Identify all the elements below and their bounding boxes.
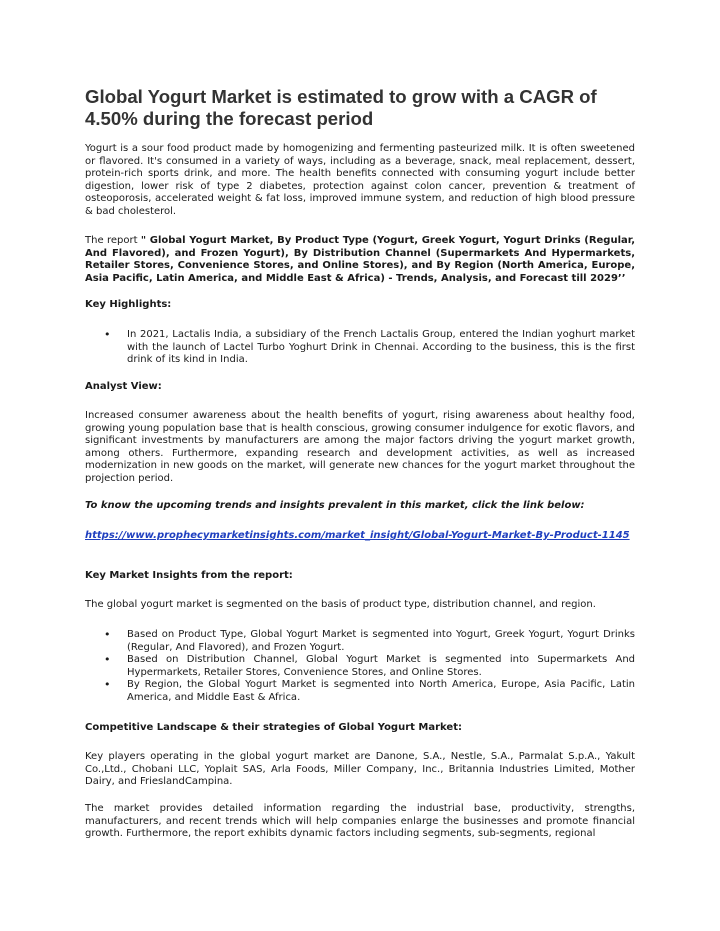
report-name: " Global Yogurt Market, By Product Type (Yogurt, Greek Yogurt, Yogurt Drinks (Regular, And Flavored), and Frozen Yogurt), By Distribution Channel (Supermarkets And Hypermarkets, Retailer Stores, Convenience Stores, and Online Stores), and By Region (North America, Europe, Asia Pacific, Latin America, and Middle East & Africa) - Trends, Analysis, and Forecast till 2029’’ [85,235,636,284]
highlights-list [85,329,635,367]
cta-text: To know the upcoming trends and insights prevalent in this market, click the link below: [85,500,585,511]
analyst-view-heading: Analyst View: [85,381,162,392]
competitive-heading: Competitive Landscape & their strategies of Global Yogurt Market: [85,722,462,733]
insights-paragraph: The global yogurt market is segmented on the basis of product type, distribution channel, and region. [85,599,596,610]
page-title: Global Yogurt Market is estimated to grow with a CAGR of 4.50% during the forecast period [85,86,597,129]
list-item: • Based on Product Type, Global Yogurt Market is segmented into Yogurt, Greek Yogurt, Yogurt Drinks (Regular, And Flavored), and Frozen Yogurt. [85,629,635,654]
analyst-view-paragraph: Increased consumer awareness about the health benefits of yogurt, rising awareness about healthy food, growing young population base that is health conscious, growing consumer indulgence for exotic flavors, and significant investments by manufacturers are among the major factors driving the yogurt market growth, among others. Furthermore, expanding research and development activities, as well as increased modernization in new goods on the market, will generate new chances for the yogurt market throughout the projection period. [85,410,635,484]
intro-paragraph: Yogurt is a sour food product made by homogenizing and fermenting pasteurized milk. It is often sweetened or flavored. It's consumed in a variety of ways, including as a beverage, snack, meal replacement, dessert, protein-rich sports drink, and more. The health benefits connected with consuming yogurt include better digestion, lower risk of type 2 diabetes, protection against colon cancer, prevention & treatment of osteoporosis, accelerated weight & fat loss, improved immune system, and reduction of high blood pressure & bad cholesterol. [85,143,635,217]
list-item: • By Region, the Global Yogurt Market is segmented into North America, Europe, Asia Pacific, Latin America, and Middle East & Africa. [85,679,635,704]
competitive-paragraph: Key players operating in the global yogurt market are Danone, S.A., Nestle, S.A., Parmalat S.p.A., Yakult Co.,Ltd., Chobani LLC, Yoplait SAS, Arla Foods, Miller Company, Inc., Britannia Industries Limited, Mother Dairy, and FrieslandCampina. [85,751,635,788]
report-paragraph [85,235,635,285]
report-prefix: The report [85,235,141,246]
key-highlights-heading: Key Highlights: [85,299,172,310]
list-item: • In 2021, Lactalis India, a subsidiary of the French Lactalis Group, entered the Indian yoghurt market with the launch of Lactel Turbo Yoghurt Drink in Chennai. According to the business, this is the first drink of its kind in India. [85,329,635,367]
key-insights-heading: Key Market Insights from the report: [85,570,293,581]
report-link[interactable]: https://www.prophecymarketinsights.com/market_insight/Global-Yogurt-Market-By-Product-1145 [85,530,630,541]
list-item: • Based on Distribution Channel, Global Yogurt Market is segmented into Supermarkets And Hypermarkets, Retailer Stores, Convenience Stores, and Online Stores. [85,654,635,679]
closing-paragraph: The market provides detailed information regarding the industrial base, productivity, strengths, manufacturers, and recent trends which will help companies enlarge the businesses and promote financial growth. Furthermore, the report exhibits dynamic factors including segments, sub-segments, regional [85,803,635,840]
insights-list [85,629,635,705]
